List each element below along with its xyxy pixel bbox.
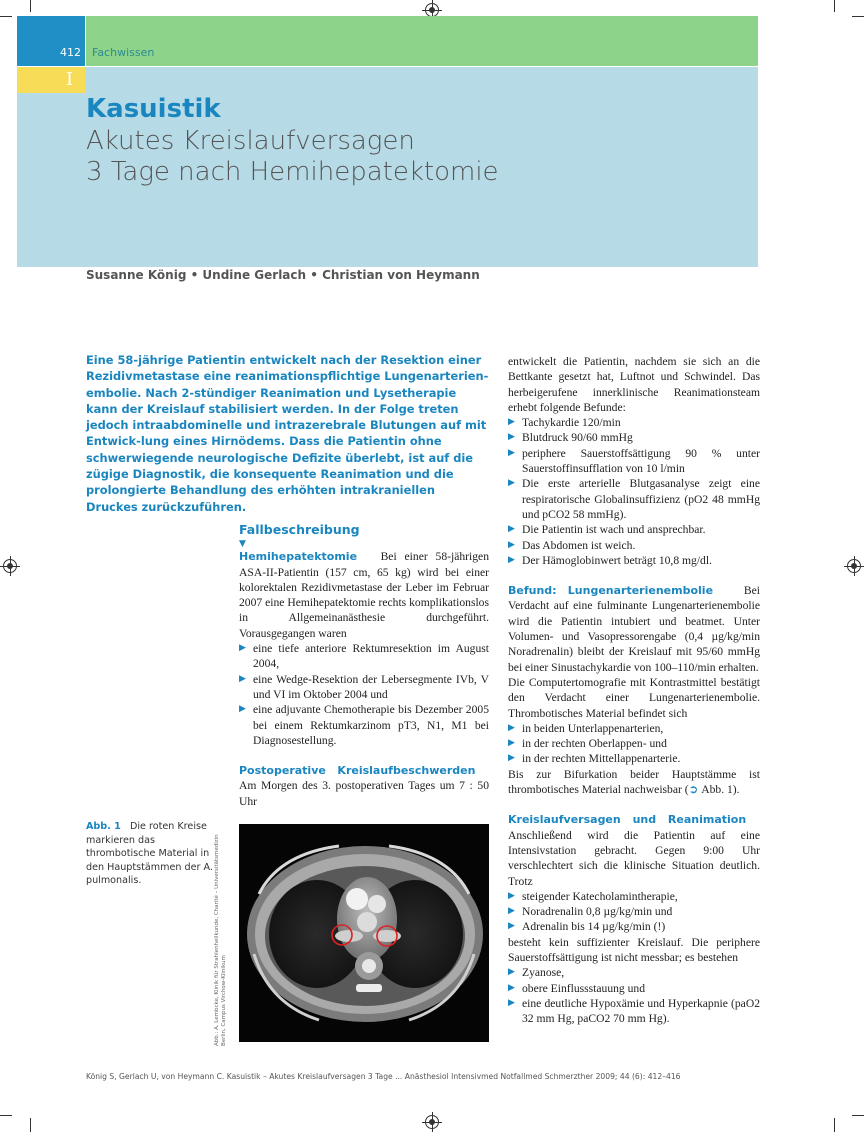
bullet-triangle-icon: ▶ xyxy=(508,539,515,550)
page-number: 412 xyxy=(60,46,81,59)
paragraph-heading: Kreislaufversagen und Reanimation xyxy=(508,813,747,827)
section-bar xyxy=(86,16,758,66)
paragraph-text: Bei Verdacht auf eine fulminante Lungenarterienembolie wird die Patientin intubiert und beatmet. Unter Volumen- und Vasopressorengabe (0,4 µg/kg/min Noradrenalin) bleibt der Kreislauf mit 95/60 mmHg bei einer Sinustachykardie von 100–110/min erhalten. xyxy=(508,584,760,674)
list-item: ▶ eine Wedge-Resektion der Lebersegmente IVb, V und VI im Oktober 2004 und xyxy=(239,672,489,701)
authors: Susanne König • Undine Gerlach • Christian von Heymann xyxy=(86,268,480,282)
paragraph xyxy=(508,583,760,675)
list-item: ▶ in beiden Unterlappenarterien, xyxy=(508,721,664,735)
registration-mark-icon xyxy=(425,3,439,17)
list-item: ▶ eine tiefe anteriore Rektumresektion im August 2004, xyxy=(239,642,489,671)
symptom-list xyxy=(508,965,760,1026)
paragraph-text: Die Computertomografie mit Kontrastmittel bestätigt den Verdacht einer Lungenarterienembolie. Thrombotisches Material befindet sich xyxy=(508,675,760,720)
bullet-triangle-icon: ▶ xyxy=(239,673,246,684)
paragraph-text: Bei einer 58-jährigen ASA-II-Patientin (157 cm, 65 kg) wird bei einer kolorektalen Rezidivmetastase der Leber im Februar 2007 eine Hemihepatektomie rechts komplikationslos in Allgemeinanästhesie durchgeführt. Vorausgegangen waren xyxy=(239,550,489,640)
figure-label: Abb. 1 xyxy=(86,821,121,832)
list-item: ▶ eine adjuvante Chemotherapie bis Dezember 2005 bei einem Rektumkarzinom pT3, N1, M1 bei Diagnosestellung. xyxy=(239,703,489,747)
list-item: ▶ Zyanose, xyxy=(508,966,565,980)
list-item: ▶ Adrenalin bis 14 µg/kg/min (!) xyxy=(508,920,666,934)
section-label: Fachwissen xyxy=(92,46,155,59)
right-column xyxy=(508,354,760,1026)
history-list xyxy=(239,641,489,748)
figure-credit: Abb.: A. Lembcke, Klinik für Strahlenheilkunde, Charité – Universitätsmedizin Berlin, Campus Virchow-Klinikum xyxy=(214,834,227,1046)
registration-mark-icon xyxy=(425,1115,439,1129)
bullet-triangle-icon: ▶ xyxy=(508,524,515,535)
paragraph-heading: Postoperative Kreislaufbeschwerden xyxy=(239,764,476,778)
bullet-triangle-icon: ▶ xyxy=(508,753,515,764)
bullet-triangle-icon: ▶ xyxy=(508,921,515,932)
bullet-triangle-icon: ▶ xyxy=(508,982,515,993)
crop-mark xyxy=(30,0,31,12)
ct-scan-image xyxy=(239,824,489,1042)
paragraph-text: entwickelt die Patientin, nachdem sie sich an die Bettkante gesetzt hat, Luftnot und Schwindel. Das herbeigerufene innerklinische Reanimationsteam erhebt folgende Befunde: xyxy=(508,355,760,414)
bullet-triangle-icon: ▶ xyxy=(508,722,515,733)
crop-mark xyxy=(852,1115,864,1116)
article-title-line1: Akutes Kreislaufversagen xyxy=(86,126,415,156)
list-item: ▶ Die erste arterielle Blutgasanalyse zeigt eine respiratorische Globalinsuffizienz (pO2 48 mmHg und pCO2 58 mmHg). xyxy=(508,477,760,521)
crop-mark xyxy=(30,1118,31,1132)
citation-footer: König S, Gerlach U, von Heymann C. Kasuistik – Akutes Kreislaufversagen 3 Tage ... Anästhesiol Intensivmed Notfallmed Schmerzther 2009; 44 (6): 412–416 xyxy=(86,1072,681,1081)
paragraph-text: Am Morgen des 3. postoperativen Tages um 7 : 50 Uhr xyxy=(239,779,489,808)
list-item: ▶ obere Einflussstauung und xyxy=(508,981,646,995)
ct-scan-illustration xyxy=(239,824,489,1042)
paragraph-heading: Befund: Lungenarterienembolie xyxy=(508,584,714,598)
crop-mark xyxy=(0,1115,12,1116)
paragraph xyxy=(508,812,760,888)
figure-ref-icon: ➲ xyxy=(688,783,699,797)
bullet-triangle-icon: ▶ xyxy=(508,906,515,917)
middle-column xyxy=(239,522,489,809)
list-item: ▶ Blutdruck 90/60 mmHg xyxy=(508,431,633,445)
paragraph-heading: Hemihepatektomie xyxy=(239,550,358,564)
figure-caption xyxy=(86,820,226,888)
list-item: ▶ periphere Sauerstoffsättigung 90 % unter Sauerstoffinsufflation von 10 l/min xyxy=(508,446,760,476)
section-arrow-icon: ▼ xyxy=(239,539,246,550)
paragraph xyxy=(239,549,489,641)
bullet-triangle-icon: ▶ xyxy=(508,478,515,489)
bullet-triangle-icon: ▶ xyxy=(508,432,515,443)
crop-mark xyxy=(0,16,12,17)
article-kicker: Kasuistik xyxy=(86,94,221,124)
bullet-triangle-icon: ▶ xyxy=(508,997,515,1008)
list-item: ▶ eine deutliche Hypoxämie und Hyperkapnie (paO2 32 mm Hg, paCO2 70 mm Hg). xyxy=(508,996,760,1026)
findings-list xyxy=(508,415,760,568)
list-item: ▶ Das Abdomen ist weich. xyxy=(508,538,636,552)
bullet-triangle-icon: ▶ xyxy=(508,554,515,565)
part-marker: I xyxy=(66,69,74,90)
section-title: Fallbeschreibung xyxy=(239,522,360,537)
figure-caption-text: Die roten Kreise markieren das thrombotische Material in den Hauptstämmen der A. pulmonalis. xyxy=(86,821,213,886)
list-item: ▶ Tachykardie 120/min xyxy=(508,416,621,430)
bullet-triangle-icon: ▶ xyxy=(508,890,515,901)
bullet-triangle-icon: ▶ xyxy=(508,417,515,428)
paragraph-text: besteht kein suffizienter Kreislauf. Die periphere Sauerstoffsättigung ist nicht messbar; es bestehen xyxy=(508,935,760,964)
list-item: ▶ Die Patientin ist wach und ansprechbar. xyxy=(508,523,706,537)
therapy-list xyxy=(508,889,760,935)
part-marker-tab xyxy=(17,67,85,93)
article-title-line2: 3 Tage nach Hemihepatektomie xyxy=(86,157,499,187)
registration-mark-icon xyxy=(847,559,861,573)
crop-mark xyxy=(852,16,864,17)
bullet-triangle-icon: ▶ xyxy=(508,967,515,978)
figure-reference-link[interactable]: Abb. 1 xyxy=(701,783,733,797)
list-item: ▶ Der Hämoglobinwert beträgt 10,8 mg/dl. xyxy=(508,553,712,567)
list-item: ▶ in der rechten Mittellappenarterie. xyxy=(508,752,681,766)
crop-mark xyxy=(834,0,835,12)
list-item: ▶ Noradrenalin 0,8 µg/kg/min und xyxy=(508,905,673,919)
crop-mark xyxy=(834,1118,835,1132)
bullet-triangle-icon: ▶ xyxy=(508,447,515,458)
paragraph-text: Anschließend wird die Patientin auf eine Intensivstation gebracht. Gegen 9:00 Uhr verschlechtert sich die klinische Situation deutlich. Trotz xyxy=(508,828,760,888)
list-item: ▶ in der rechten Oberlappen- und xyxy=(508,737,667,751)
abstract: Eine 58-jährige Patientin entwickelt nach der Resektion einer Rezidivmetastase eine reanimationspflichtige Lungenarterien-embolie. Nach 2-stündiger Reanimation und Lysetherapie kann der Kreislauf stabilisiert werden. In der Folge treten jedoch intraabdominelle und intrazerebrale Blutungen auf mit Entwick-lung eines Hirnödems. Dass die Patientin ohne schwerwiegende neurologische Defizite überlebt, ist auf die zügige Diagnostik, die konsequente Reanimation und die prolongierte Behandlung des erhöhten intrakraniellen Druckes zurückzuführen. xyxy=(86,353,489,514)
list-item: ▶ steigender Katecholamintherapie, xyxy=(508,889,678,903)
bullet-triangle-icon: ▶ xyxy=(239,643,246,654)
paragraph xyxy=(239,763,489,809)
bullet-triangle-icon: ▶ xyxy=(239,704,246,715)
registration-mark-icon xyxy=(3,559,17,573)
bullet-triangle-icon: ▶ xyxy=(508,738,515,749)
paragraph: Bis zur Bifurkation beider Hauptstämme ist thrombotisches Material nachweisbar (➲ Abb. 1). xyxy=(508,767,760,797)
thrombus-list xyxy=(508,721,760,767)
